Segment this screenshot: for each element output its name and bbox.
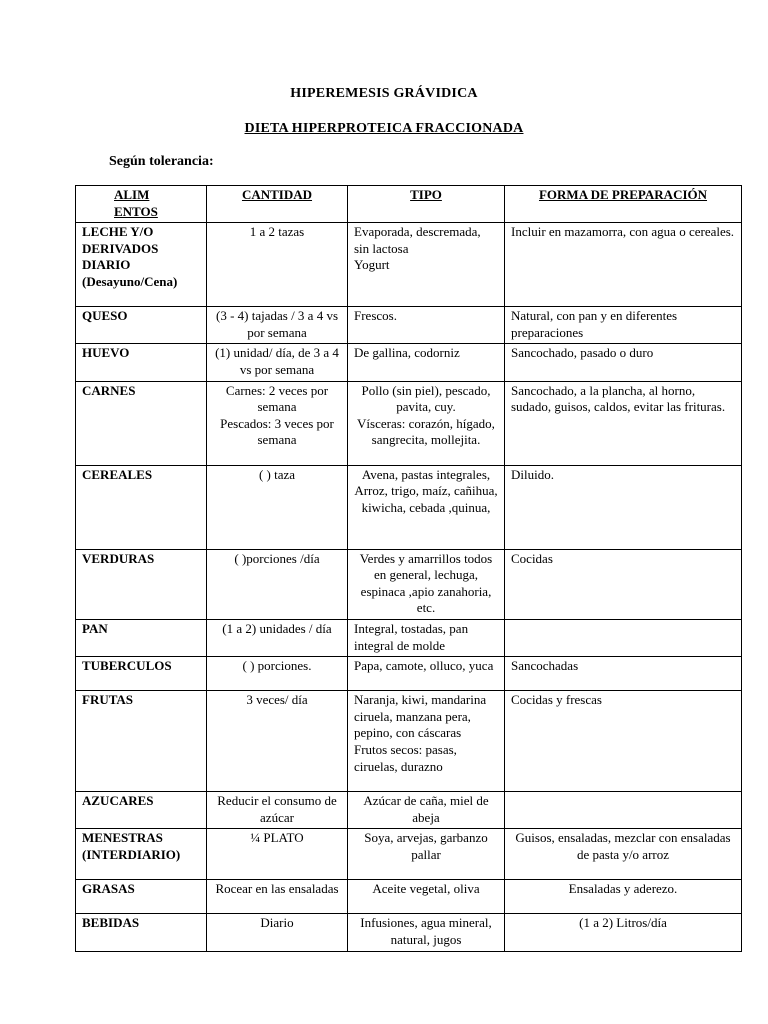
tipo-cell: Aceite vegetal, oliva: [348, 880, 505, 914]
cantidad-cell: ¼ PLATO: [207, 829, 348, 880]
cantidad-cell: 3 veces/ día: [207, 691, 348, 792]
cantidad-cell: Rocear en las ensaladas: [207, 880, 348, 914]
preparacion-cell: [505, 619, 742, 656]
food-name-cell: HUEVO: [76, 344, 207, 381]
column-header-alimentos: ALIM ENTOS: [76, 186, 207, 223]
table-row: [76, 691, 742, 792]
document-title: HIPEREMESIS GRÁVIDICA: [290, 86, 478, 101]
tolerance-note: Según tolerancia:: [109, 154, 214, 169]
cantidad-cell: ( ) taza: [207, 465, 348, 549]
table-body: [76, 223, 742, 951]
tipo-cell: Azúcar de caña, miel de abeja: [348, 792, 505, 829]
tipo-cell: Papa, camote, olluco, yuca: [348, 657, 505, 691]
table-row: [76, 792, 742, 829]
food-name-cell: CEREALES: [76, 465, 207, 549]
document-subtitle: DIETA HIPERPROTEICA FRACCIONADA: [244, 121, 524, 136]
preparacion-cell: Cocidas: [505, 549, 742, 619]
tipo-cell: Frescos.: [348, 307, 505, 344]
preparacion-cell: Cocidas y frescas: [505, 691, 742, 792]
tipo-cell: Soya, arvejas, garbanzo pallar: [348, 829, 505, 880]
preparacion-cell: Incluir en mazamorra, con agua o cereales.: [505, 223, 742, 307]
table-row: [76, 307, 742, 344]
table-row: [76, 880, 742, 914]
column-header-tipo: TIPO: [348, 186, 505, 223]
preparacion-cell: Diluido.: [505, 465, 742, 549]
food-name-cell: LECHE Y/O DERIVADOS DIARIO (Desayuno/Cena): [76, 223, 207, 307]
tipo-cell: Verdes y amarrillos todos en general, lechuga, espinaca ,apio zanahoria, etc.: [348, 549, 505, 619]
food-name-cell: FRUTAS: [76, 691, 207, 792]
table-row: [76, 223, 742, 307]
food-name-cell: TUBERCULOS: [76, 657, 207, 691]
table-row: [76, 829, 742, 880]
food-name-cell: AZUCARES: [76, 792, 207, 829]
cantidad-cell: (1) unidad/ día, de 3 a 4 vs por semana: [207, 344, 348, 381]
preparacion-cell: (1 a 2) Litros/día: [505, 914, 742, 951]
table-row: [76, 465, 742, 549]
table-row: [76, 914, 742, 951]
tipo-cell: Integral, tostadas, pan integral de molde: [348, 619, 505, 656]
preparacion-cell: Sancochadas: [505, 657, 742, 691]
column-header-cantidad: CANTIDAD: [207, 186, 348, 223]
preparacion-cell: [505, 792, 742, 829]
cantidad-cell: 1 a 2 tazas: [207, 223, 348, 307]
cantidad-cell: (1 a 2) unidades / día: [207, 619, 348, 656]
food-name-cell: BEBIDAS: [76, 914, 207, 951]
tipo-cell: Avena, pastas integrales, Arroz, trigo, maíz, cañihua, kiwicha, cebada ,quinua,: [348, 465, 505, 549]
food-name-cell: PAN: [76, 619, 207, 656]
table-row: [76, 381, 742, 465]
food-name-cell: CARNES: [76, 381, 207, 465]
cantidad-cell: (3 - 4) tajadas / 3 a 4 vs por semana: [207, 307, 348, 344]
table-row: [76, 344, 742, 381]
tipo-cell: Pollo (sin piel), pescado, pavita, cuy. Vísceras: corazón, hígado, sangrecita, mollejita.: [348, 381, 505, 465]
preparacion-cell: Natural, con pan y en diferentes preparaciones: [505, 307, 742, 344]
tipo-cell: Naranja, kiwi, mandarina ciruela, manzana pera, pepino, con cáscaras Frutos secos: pasas, ciruelas, durazno: [348, 691, 505, 792]
preparacion-cell: Sancochado, a la plancha, al horno, sudado, guisos, caldos, evitar las frituras.: [505, 381, 742, 465]
cantidad-cell: Carnes: 2 veces por semana Pescados: 3 veces por semana: [207, 381, 348, 465]
preparacion-cell: Guisos, ensaladas, mezclar con ensaladas de pasta y/o arroz: [505, 829, 742, 880]
food-name-cell: VERDURAS: [76, 549, 207, 619]
tipo-cell: Evaporada, descremada, sin lactosa Yogurt: [348, 223, 505, 307]
food-name-cell: GRASAS: [76, 880, 207, 914]
food-name-cell: QUESO: [76, 307, 207, 344]
table-row: [76, 549, 742, 619]
food-name-cell: MENESTRAS (INTERDIARIO): [76, 829, 207, 880]
diet-table: [75, 185, 742, 952]
cantidad-cell: ( ) porciones.: [207, 657, 348, 691]
preparacion-cell: Ensaladas y aderezo.: [505, 880, 742, 914]
column-header-preparacion: FORMA DE PREPARACIÓN: [505, 186, 742, 223]
tipo-cell: De gallina, codorniz: [348, 344, 505, 381]
tipo-cell: Infusiones, agua mineral, natural, jugos: [348, 914, 505, 951]
table-row: [76, 657, 742, 691]
cantidad-cell: Diario: [207, 914, 348, 951]
cantidad-cell: Reducir el consumo de azúcar: [207, 792, 348, 829]
preparacion-cell: Sancochado, pasado o duro: [505, 344, 742, 381]
table-header-row: [76, 186, 742, 223]
table-row: [76, 619, 742, 656]
cantidad-cell: ( )porciones /día: [207, 549, 348, 619]
